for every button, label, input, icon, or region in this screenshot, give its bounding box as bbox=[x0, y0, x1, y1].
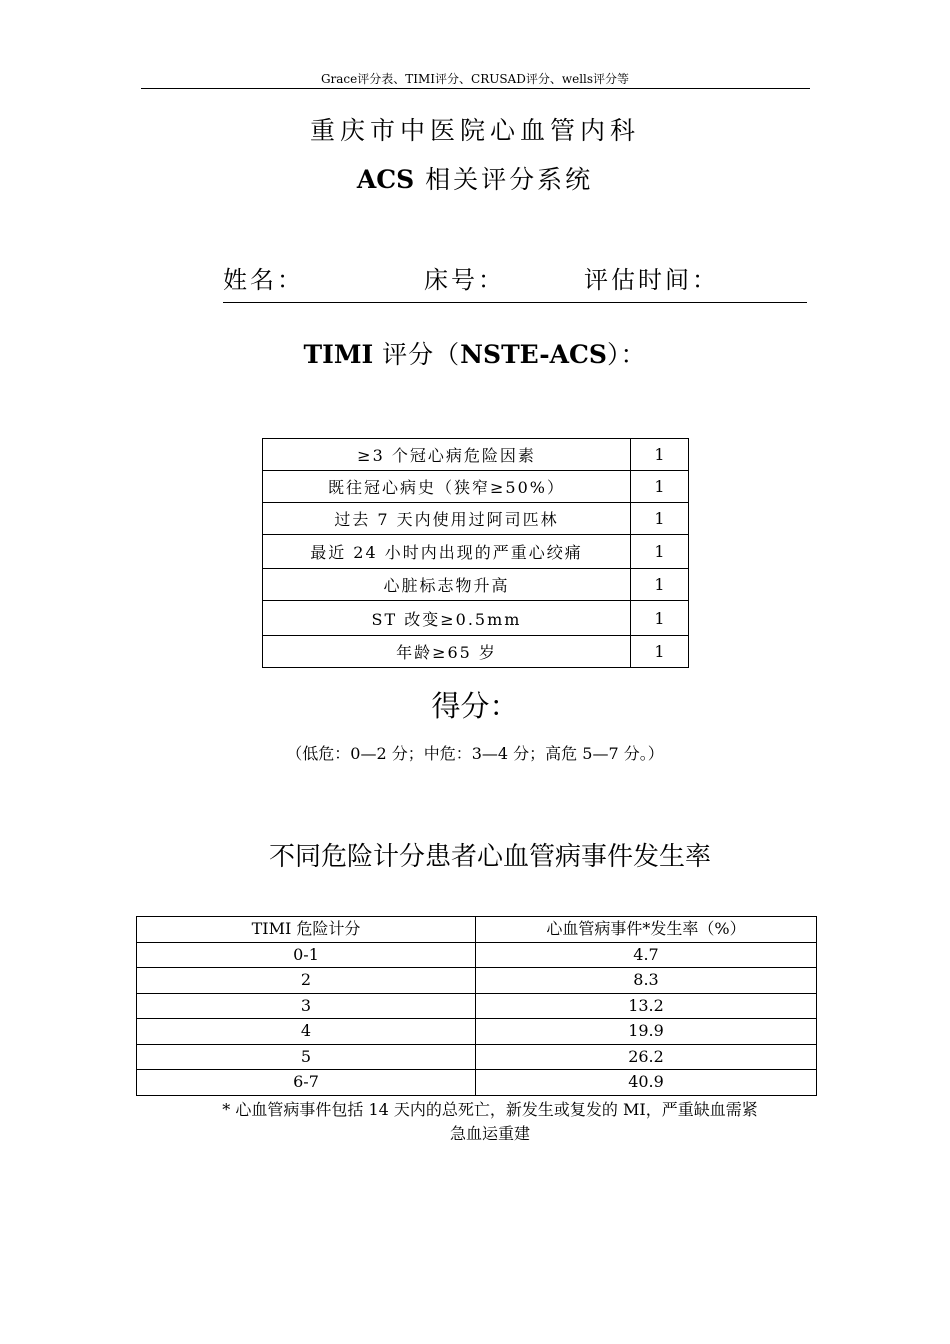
table-row bbox=[263, 471, 689, 503]
criterion-points: 1 bbox=[631, 601, 689, 636]
criterion-points: 1 bbox=[631, 569, 689, 601]
score-label: 得分： bbox=[431, 689, 519, 723]
timi-score-cell: 2 bbox=[137, 968, 476, 994]
event-rate-cell: 26.2 bbox=[476, 1044, 817, 1070]
criterion-label: 既往冠心病史（狭窄≥50%） bbox=[263, 471, 631, 503]
event-rate-cell: 40.9 bbox=[476, 1070, 817, 1096]
event-rate-cell: 8.3 bbox=[476, 968, 817, 994]
table-row bbox=[263, 636, 689, 668]
event-rate-title: 不同危险计分患者心血管病事件发生率 bbox=[268, 842, 711, 872]
timi-score-cell: 4 bbox=[137, 1019, 476, 1045]
event-rate-cell: 13.2 bbox=[476, 993, 817, 1019]
bed-label: 床号： bbox=[424, 266, 505, 294]
event-rate-table bbox=[136, 916, 817, 1096]
criterion-points: 1 bbox=[631, 503, 689, 535]
event-rate-cell: 4.7 bbox=[476, 942, 817, 968]
timi-title-mid: 评分（ bbox=[373, 340, 461, 369]
table-row bbox=[137, 1044, 817, 1070]
timi-title-suffix: ）： bbox=[606, 340, 647, 369]
table-row bbox=[137, 1019, 817, 1045]
system-title bbox=[0, 163, 950, 197]
criterion-points: 1 bbox=[631, 636, 689, 668]
event-rate-cell: 19.9 bbox=[476, 1019, 817, 1045]
form-underline bbox=[223, 302, 807, 303]
header-divider bbox=[141, 88, 810, 89]
patient-info-row bbox=[223, 262, 807, 302]
timi-section-title bbox=[0, 338, 950, 372]
assessment-time-label: 评估时间： bbox=[584, 266, 719, 294]
table-row bbox=[263, 439, 689, 471]
running-header: Grace评分表、TIMI评分、CRUSAD评分、wells评分等 bbox=[320, 72, 630, 86]
criterion-label: 过去 7 天内使用过阿司匹林 bbox=[263, 503, 631, 535]
timi-title-bold: NSTE-ACS bbox=[460, 340, 607, 369]
table-row bbox=[137, 942, 817, 968]
footnote-line-1: * 心血管病事件包括 14 天内的总死亡，新发生或复发的 MI，严重缺血需紧 bbox=[222, 1100, 758, 1119]
table-row bbox=[263, 503, 689, 535]
criterion-points: 1 bbox=[631, 471, 689, 503]
criterion-points: 1 bbox=[631, 535, 689, 569]
timi-title-prefix: TIMI bbox=[303, 340, 374, 369]
column-header: 心血管病事件*发生率（%） bbox=[476, 917, 817, 943]
timi-score-cell: 5 bbox=[137, 1044, 476, 1070]
timi-score-cell: 3 bbox=[137, 993, 476, 1019]
system-title-prefix: ACS bbox=[356, 165, 415, 194]
criterion-label: ≥3 个冠心病危险因素 bbox=[263, 439, 631, 471]
risk-category-note: （低危：0—2 分；中危：3—4 分；高危 5—7 分。） bbox=[286, 744, 664, 763]
criterion-label: ST 改变≥0.5mm bbox=[263, 601, 631, 636]
table-row bbox=[137, 968, 817, 994]
criterion-label: 心脏标志物升高 bbox=[263, 569, 631, 601]
table-row bbox=[263, 601, 689, 636]
criterion-label: 最近 24 小时内出现的严重心绞痛 bbox=[263, 535, 631, 569]
column-header: TIMI 危险计分 bbox=[137, 917, 476, 943]
hospital-title: 重庆市中医院心血管内科 bbox=[309, 116, 640, 145]
name-label: 姓名： bbox=[223, 266, 304, 294]
table-row bbox=[137, 993, 817, 1019]
timi-score-cell: 0-1 bbox=[137, 942, 476, 968]
table-row bbox=[263, 535, 689, 569]
footnote-line-2: 急血运重建 bbox=[449, 1124, 530, 1143]
table-row bbox=[137, 1070, 817, 1096]
event-definition-footnote bbox=[160, 1098, 820, 1146]
criterion-points: 1 bbox=[631, 439, 689, 471]
table-header-row bbox=[137, 917, 817, 943]
timi-criteria-table bbox=[262, 438, 689, 668]
table-row bbox=[263, 569, 689, 601]
system-title-suffix: 相关评分系统 bbox=[414, 165, 594, 194]
timi-score-cell: 6-7 bbox=[137, 1070, 476, 1096]
criterion-label: 年龄≥65 岁 bbox=[263, 636, 631, 668]
